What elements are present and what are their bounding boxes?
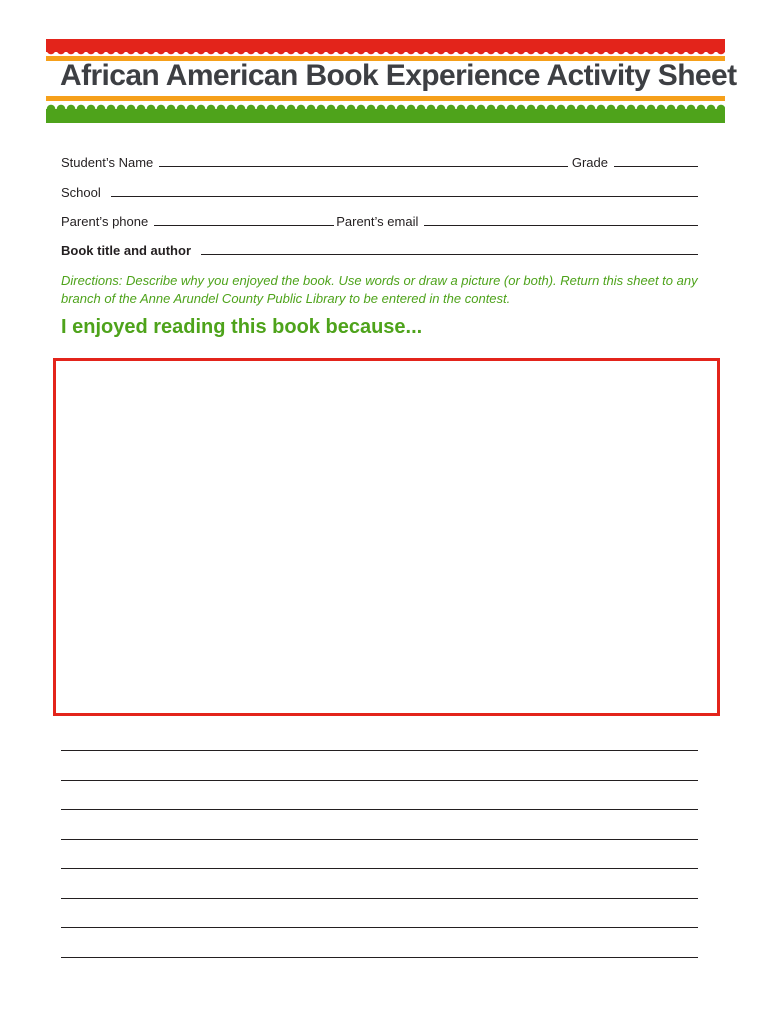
green-stripe — [46, 109, 725, 123]
parent-phone-label: Parent’s phone — [61, 214, 149, 229]
parent-phone-field[interactable] — [154, 213, 334, 226]
parent-email-label: Parent’s email — [336, 214, 419, 229]
grade-field[interactable] — [614, 154, 698, 167]
school-label: School — [61, 185, 101, 200]
writing-line[interactable] — [61, 839, 698, 840]
parent-contact-row — [61, 211, 698, 229]
writing-line[interactable] — [61, 868, 698, 869]
book-title-label: Book title and author — [61, 243, 191, 258]
student-name-row — [61, 152, 698, 170]
parent-email-field[interactable] — [424, 213, 698, 226]
writing-line[interactable] — [61, 927, 698, 928]
drawing-area[interactable] — [53, 358, 720, 716]
student-name-label: Student’s Name — [61, 155, 154, 170]
page-title: African American Book Experience Activity Sheet — [60, 59, 737, 92]
writing-line[interactable] — [61, 898, 698, 899]
header-banner — [46, 39, 737, 123]
school-field[interactable] — [111, 184, 698, 197]
orange-stripe-bottom — [46, 96, 725, 101]
school-row — [61, 182, 698, 200]
book-title-field[interactable] — [201, 242, 698, 255]
writing-line[interactable] — [61, 809, 698, 810]
book-title-row — [61, 240, 698, 258]
writing-line[interactable] — [61, 750, 698, 751]
student-name-field[interactable] — [159, 154, 568, 167]
writing-line[interactable] — [61, 780, 698, 781]
directions-text: Directions: Describe why you enjoyed the book. Use words or draw a picture (or both). Return this sheet to any branch of the Anne Arundel County Public Library to be entered in the contest. — [61, 273, 698, 306]
writing-line[interactable] — [61, 957, 698, 958]
grade-label: Grade — [571, 155, 608, 170]
response-heading: I enjoyed reading this book because... — [61, 316, 423, 338]
